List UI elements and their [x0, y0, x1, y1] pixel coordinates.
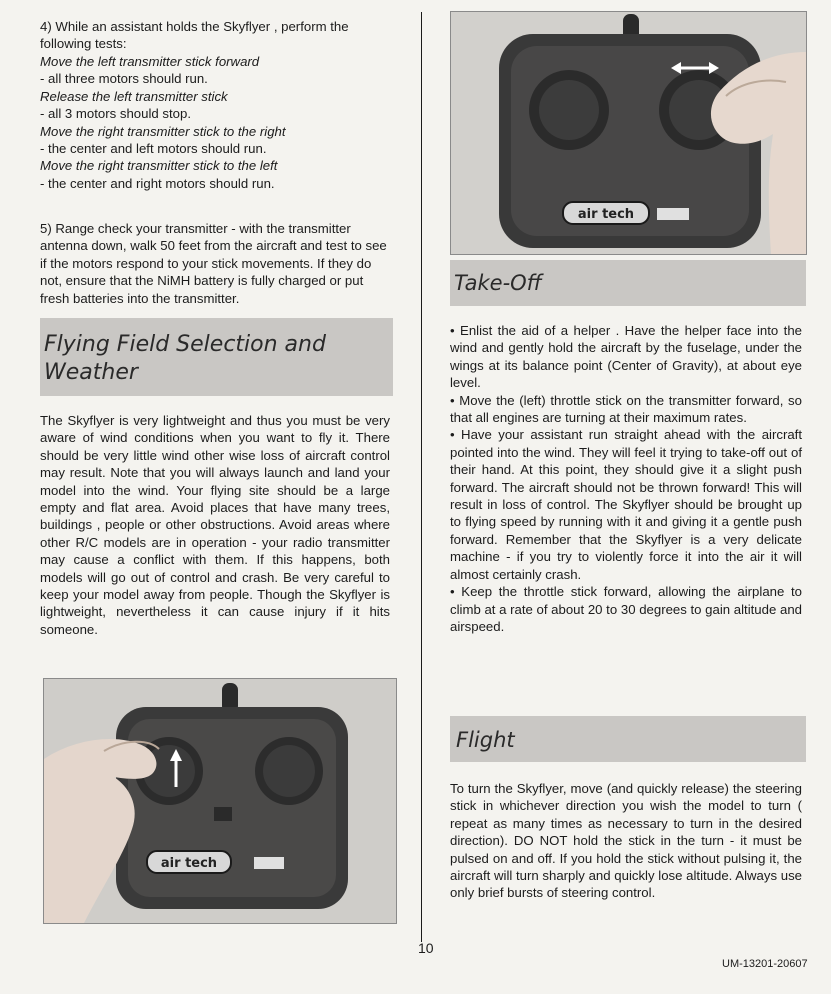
- page-number: 10: [418, 940, 434, 956]
- test-action: Release the left transmitter stick: [40, 88, 228, 104]
- transmitter-thumb-illustration: [451, 12, 806, 254]
- flight-heading: Flight: [456, 728, 515, 752]
- step4-tests: [40, 53, 392, 192]
- transmitter-hand-illustration: [44, 679, 396, 923]
- transmitter-photo-right: [450, 11, 807, 255]
- takeoff-bullet: • Move the (left) throttle stick on the transmitter forward, so that all engines are turning at their maximum rates.: [450, 392, 802, 426]
- test-result: - all 3 motors should stop.: [40, 106, 191, 122]
- step5-text: 5) Range check your transmitter - with the transmitter antenna down, walk 50 feet from the aircraft and test to see if the motors respond to your stick movements. If they do not, ensure that the NiMH battery is fully charged or put fresh batteries into the transmitter.: [40, 221, 387, 306]
- field-selection-text: The Skyflyer is very lightweight and thus you must be very aware of wind conditions when you want to fly it. There should be very little wind other wise loss of aircraft control may result. Note that you will always launch and land your model into the wind. Your flying site should be a large empty and flat area. Avoid places that have many trees, buildings , people or other obstructions. Avoid areas where other R/C models are in operation - your radio transmitter may cause a conflict with them. If this happens, both models will go out of control and crash. Be very careful to keep your model away from people. Though the Skyflyer is lightweight, nevertheless it can cause injury if it hits someone.: [40, 413, 390, 637]
- test-result: - the center and left motors should run.: [40, 141, 267, 157]
- document-id: UM-13201-20607: [722, 958, 808, 970]
- takeoff-heading: Take-Off: [454, 271, 542, 295]
- test-result: - the center and right motors should run.: [40, 175, 275, 191]
- test-action: Move the left transmitter stick forward: [40, 54, 260, 69]
- step4-intro: 4) While an assistant holds the Skyflyer , perform the following tests:: [40, 19, 349, 52]
- brand-plate-right: air tech: [577, 207, 635, 222]
- takeoff-bullet: • Have your assistant run straight ahead with the aircraft pointed into the wind. They will feel it trying to take-off out of their hand. At this point, they should give it a slight push forward. The aircraft should not be thrown forward! This will result in loss of control. The Skyflyer should be brought up to flying speed by running with it and giving it a gentle push forward. Remember that the Skyflyer is a very delicate machine - if you try to violently force it into the air it will almost certainly crash.: [450, 427, 802, 582]
- brand-plate-left: air tech: [160, 856, 218, 871]
- transmitter-photo-left: [43, 678, 397, 924]
- test-action: Move the right transmitter stick to the left: [40, 158, 278, 174]
- flight-text: To turn the Skyflyer, move (and quickly release) the steering stick in whichever direction you wish the model to turn ( repeat as many times as necessary to turn in the desired direction). DO NOT hold the stick in the turn - it must be pulsed on and off. If you hold the stick without pulsing it, the aircraft will turn sharply and quickly lose altitude. Always use only brief bursts of steering control.: [450, 781, 802, 901]
- takeoff-heading-band: [450, 260, 806, 306]
- test-result: - all three motors should run.: [40, 71, 208, 87]
- field-heading-band: [40, 318, 393, 396]
- test-action: Move the right transmitter stick to the right: [40, 123, 286, 139]
- takeoff-bullet: • Keep the throttle stick forward, allowing the airplane to climb at a rate of about 20 to 30 degrees to gain altitude and airspeed.: [450, 584, 802, 634]
- field-heading: Flying Field Selection and Weather: [44, 332, 326, 385]
- flight-heading-band: [450, 716, 806, 762]
- takeoff-bullet: • Enlist the aid of a helper . Have the helper face into the wind and gently hold the aircraft by the fuselage, under the wings at its balance point (Center of Gravity), at about eye level.: [450, 323, 802, 391]
- column-divider: [421, 12, 422, 942]
- takeoff-bullets: [450, 322, 802, 635]
